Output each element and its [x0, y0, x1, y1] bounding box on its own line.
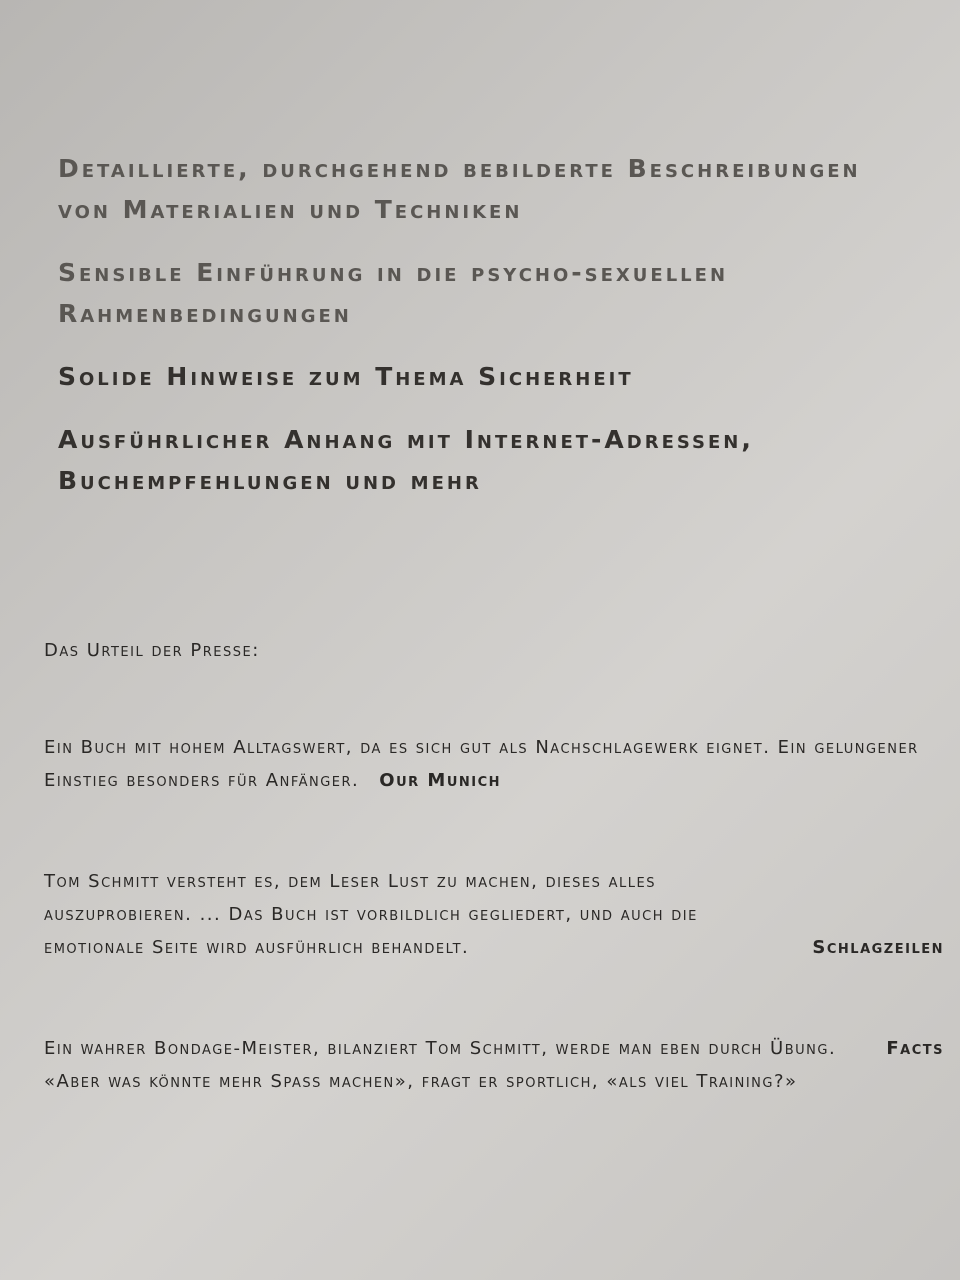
- quote-source: Our Munich: [379, 770, 502, 791]
- quote-text: Ein Buch mit hohem Alltagswert, da es sich gut als Nachschlagewerk eignet. Ein gelungener Einstieg besonders für Anfänger.: [44, 737, 919, 791]
- quote-source: Schlagzeilen: [812, 937, 944, 958]
- press-heading: Das Urteil der Presse:: [44, 640, 260, 661]
- press-quote: [44, 865, 944, 964]
- press-quote: [44, 731, 944, 797]
- feature-item: Solide Hinweise zum Thema Sicherheit: [58, 362, 634, 391]
- quote-text: Tom Schmitt versteht es, dem Leser Lust zu machen, dieses alles auszuprobieren. ... Das Buch ist vorbildlich gegliedert, und auch die emotionale Seite wird ausführlich behandelt.: [44, 871, 698, 958]
- feature-item: Sensible Einführung in die psycho-sexuellen Rahmenbedingungen: [58, 258, 729, 328]
- quote-text: Ein wahrer Bondage-Meister, bilanziert Tom Schmitt, werde man eben durch Übung. «Aber was könnte mehr Spass machen», fragt er sportlich, «als viel Training?»: [44, 1038, 837, 1092]
- feature-item: Ausführlicher Anhang mit Internet-Adressen, Buchempfehlungen und mehr: [58, 425, 754, 495]
- feature-item: Detaillierte, durchgehend bebilderte Beschreibungen von Materialien und Techniken: [58, 154, 861, 224]
- quote-source: Facts: [886, 1038, 944, 1059]
- press-section: [44, 640, 944, 1166]
- press-quote: [44, 1032, 944, 1098]
- feature-list: [58, 148, 918, 523]
